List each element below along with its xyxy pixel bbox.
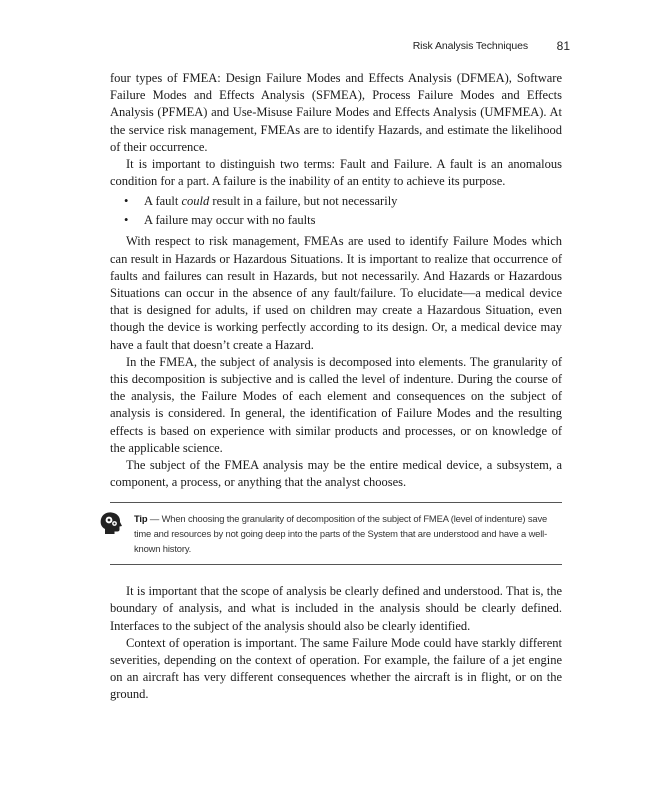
- bullet-item: [110, 211, 562, 230]
- tip-label: Tip: [134, 513, 148, 525]
- paragraph: With respect to risk management, FMEAs are used to identify Failure Modes which can result in Hazards or Hazardous Situations. It is important to realize that occurrence of faults and failures can result in Hazards, but not necessarily. And Hazards or Hazardous Situations can occur in the absence of any fault/failure. To elucidate—a medical device that is designed for adults, if used on children may create a Hazardous Situation, even though the device is working perfectly according to its design. Or, a medical device may have a fault that doesn’t create a Hazard.: [110, 234, 562, 352]
- running-head-title: Risk Analysis Techniques: [412, 40, 528, 52]
- bullet-text-end: result in a failure, but not necessarily: [209, 194, 398, 209]
- body-text: [110, 70, 562, 704]
- tip-box: [110, 502, 562, 565]
- paragraph: In the FMEA, the subject of analysis is decomposed into elements. The granularity of this decomposition is subjective and is called the level of indenture. During the course of the analysis, the Failure Modes of each element and consequences on the subject of analysis is considered. In general, the identification of Failure Modes and the resulting effects is based on experience with similar products and processes, or on knowledge of the applicable science.: [110, 354, 562, 455]
- bullet-icon: •: [124, 213, 129, 228]
- bullet-item: [110, 192, 562, 211]
- bullet-emphasis: could: [181, 194, 210, 209]
- running-head: [110, 40, 570, 56]
- bullet-text-start: A fault: [144, 194, 182, 209]
- paragraph: It is important that the scope of analysis be clearly defined and understood. That is, the boundary of analysis, and what is included in the analysis should be clearly defined. Interfaces to the subject of the analysis should also be clearly identified.: [110, 584, 562, 633]
- paragraph: It is important to distinguish two terms: Fault and Failure. A fault is an anomalous condition for a part. A failure is the inability of an entity to achieve its purpose.: [110, 157, 562, 189]
- tip-text: [134, 512, 560, 556]
- head-gears-icon: [98, 510, 124, 536]
- page-number: 81: [556, 39, 570, 53]
- paragraph: The subject of the FMEA analysis may be the entire medical device, a subsystem, a component, a process, or anything that the analyst chooses.: [110, 458, 562, 490]
- tip-body: When choosing the granularity of decomposition of the subject of FMEA (level of indenture) save time and resources by not going deep into the parts of the System that are understood and have a well-known history.: [134, 513, 548, 554]
- tip-dash: —: [147, 513, 162, 525]
- bullet-list: [110, 192, 562, 230]
- paragraph: Context of operation is important. The same Failure Mode could have starkly different severities, depending on the context of operation. For example, the failure of a jet engine on an aircraft has very different consequences whether the aircraft is in flight, or on the ground.: [110, 635, 562, 702]
- paragraph: four types of FMEA: Design Failure Modes and Effects Analysis (DFMEA), Software Failure Modes and Effects Analysis (SFMEA), Process Failure Modes and Effects Analysis (PFMEA) and Use-Misuse Failure Modes and Effects Analysis (UMFMEA). At the service risk management, FMEAs are to identify Hazards, and estimate the likelihood of their occurrence.: [110, 71, 562, 154]
- bullet-icon: •: [124, 194, 129, 209]
- bullet-text: A failure may occur with no faults: [144, 213, 316, 228]
